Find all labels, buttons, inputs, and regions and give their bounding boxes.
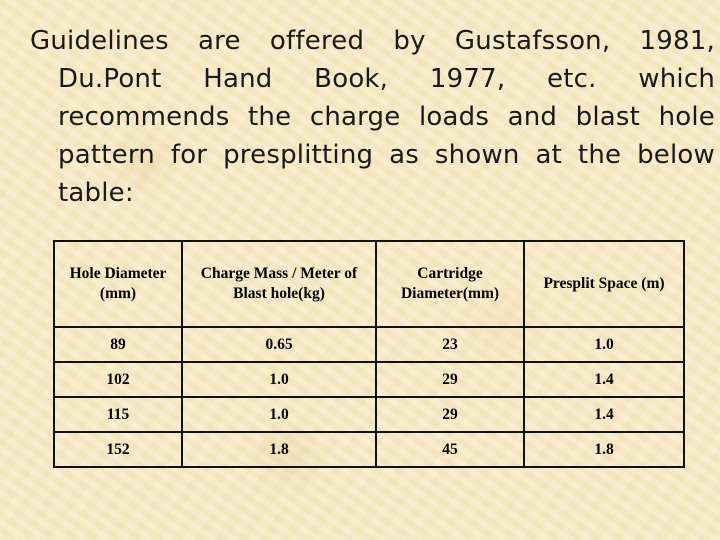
- cell-hole-diameter: 152: [54, 432, 182, 467]
- table-row: [54, 397, 684, 432]
- cell-presplit-space: 1.0: [524, 327, 684, 362]
- table-container: [53, 240, 685, 468]
- table-header-row: [54, 241, 684, 327]
- cell-charge-mass: 1.8: [182, 432, 376, 467]
- cell-hole-diameter: 115: [54, 397, 182, 432]
- cell-charge-mass: 1.0: [182, 362, 376, 397]
- table-row: [54, 432, 684, 467]
- cell-presplit-space: 1.8: [524, 432, 684, 467]
- header-charge-mass: Charge Mass / Meter of Blast hole(kg): [182, 241, 376, 327]
- cell-charge-mass: 0.65: [182, 327, 376, 362]
- cell-cartridge-diameter: 23: [376, 327, 524, 362]
- table-row: [54, 327, 684, 362]
- cell-hole-diameter: 102: [54, 362, 182, 397]
- header-cartridge-diameter: Cartridge Diameter(mm): [376, 241, 524, 327]
- cell-cartridge-diameter: 45: [376, 432, 524, 467]
- cell-presplit-space: 1.4: [524, 362, 684, 397]
- cell-presplit-space: 1.4: [524, 397, 684, 432]
- header-presplit-space: Presplit Space (m): [524, 241, 684, 327]
- header-hole-diameter: Hole Diameter (mm): [54, 241, 182, 327]
- table-row: [54, 362, 684, 397]
- cell-cartridge-diameter: 29: [376, 362, 524, 397]
- intro-paragraph: Guidelines are offered by Gustafsson, 1981, Du.Pont Hand Book, 1977, etc. which recommends the charge loads and blast hole pattern for presplitting as shown at the below table:: [30, 26, 715, 208]
- cell-cartridge-diameter: 29: [376, 397, 524, 432]
- presplit-guidelines-table: [53, 240, 685, 468]
- cell-hole-diameter: 89: [54, 327, 182, 362]
- cell-charge-mass: 1.0: [182, 397, 376, 432]
